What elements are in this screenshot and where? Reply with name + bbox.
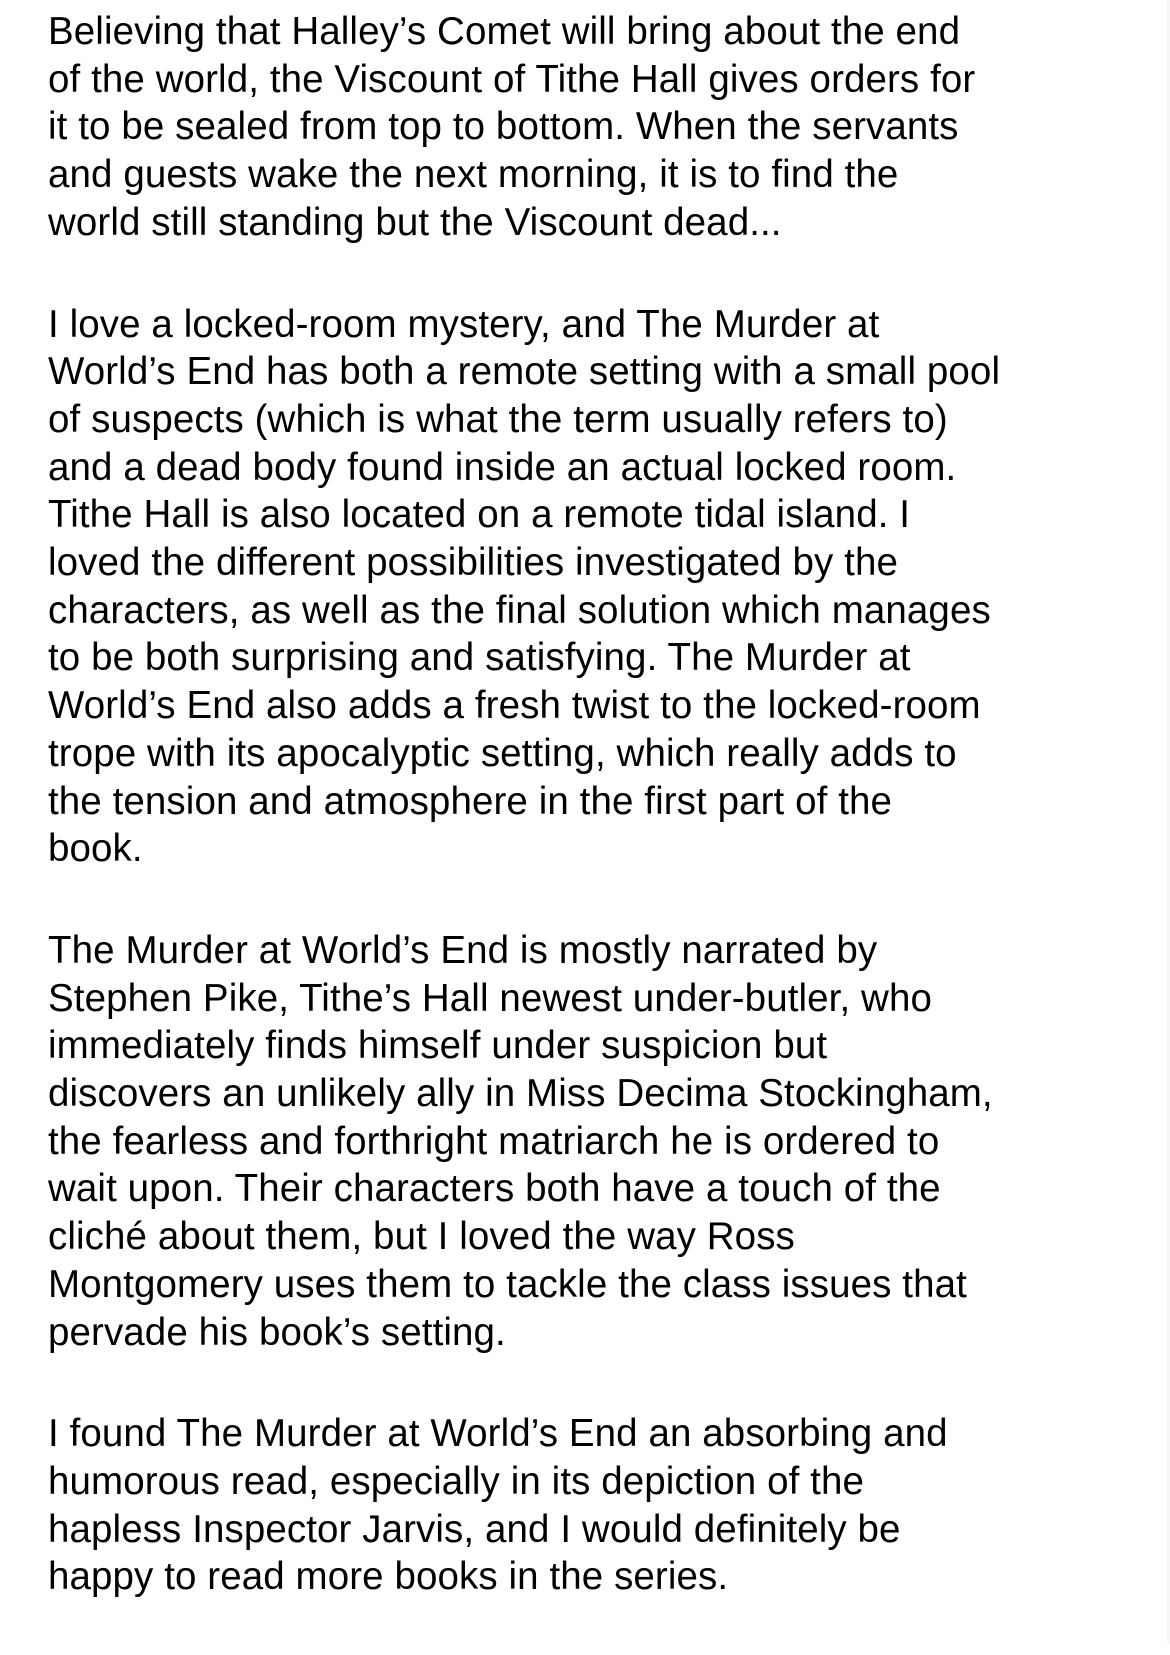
text-line: of suspects (which is what the term usually refers to) [48,397,948,441]
text-line: I found The Murder at World’s End an absorbing and [48,1412,948,1456]
text-line: Stephen Pike, Tithe’s Hall newest under-butler, who [48,976,932,1020]
text-line: cliché about them, but I loved the way Ross [48,1215,795,1259]
text-line: happy to read more books in the series. [48,1555,729,1599]
text-line: loved the different possibilities investigated by the [48,541,898,585]
text-line: Montgomery uses them to tackle the class issues that [48,1262,967,1306]
text-line: World’s End has both a remote setting with a small pool [48,350,1001,394]
text-line: I love a locked-room mystery, and The Murder at [48,302,880,346]
text-line: World’s End also adds a fresh twist to the locked-room [48,684,981,728]
text-line: it to be sealed from top to bottom. When the servants [48,105,959,149]
text-line: characters, as well as the final solution which manages [48,588,991,632]
text-line: the tension and atmosphere in the first part of the [48,779,893,823]
paragraph-locked-room [48,301,1128,873]
text-line: immediately finds himself under suspicion but [48,1024,828,1068]
text-line: the fearless and forthright matriarch he is ordered to [48,1119,940,1163]
text-line: hapless Inspector Jarvis, and I would definitely be [48,1507,901,1551]
text-line: pervade his book’s setting. [48,1310,506,1354]
text-line: The Murder at World’s End is mostly narrated by [48,928,878,972]
text-line: wait upon. Their characters both have a touch of the [48,1167,941,1211]
text-line: trope with its apocalyptic setting, which really adds to [48,731,957,775]
text-line: of the world, the Viscount of Tithe Hall gives orders for [48,57,976,101]
text-line: Believing that Halley’s Comet will bring about the end [48,10,961,53]
text-line: and a dead body found inside an actual locked room. [48,445,957,489]
paragraph-narrator [48,927,1128,1356]
text-line: discovers an unlikely ally in Miss Decima Stockingham, [48,1072,993,1116]
paragraph-verdict [48,1410,1128,1601]
paragraph-premise [48,8,1128,247]
note-body [48,8,1128,1655]
text-line: world still standing but the Viscount dead... [48,200,782,244]
text-line: to be both surprising and satisfying. The Murder at [48,636,911,680]
text-line: humorous read, especially in its depiction of the [48,1459,864,1503]
text-line: book. [48,827,143,871]
text-line: Tithe Hall is also located on a remote tidal island. I [48,493,911,537]
text-line: and guests wake the next morning, it is to find the [48,153,899,197]
